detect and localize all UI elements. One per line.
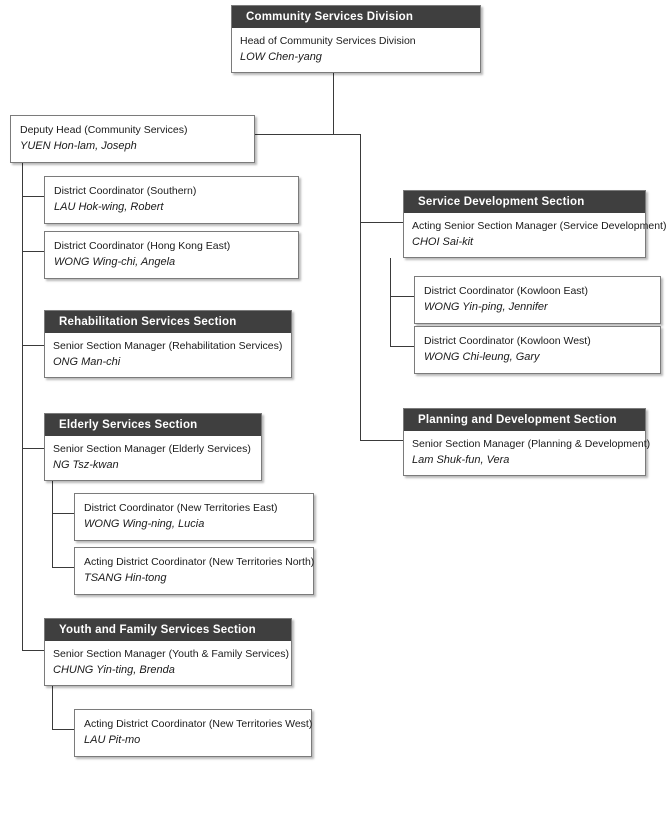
- connector-division-to-right-trunk: [333, 134, 361, 135]
- node-title: District Coordinator (Kowloon East): [424, 285, 588, 297]
- node-title: Senior Section Manager (Youth & Family Services): [53, 648, 289, 660]
- connector-to-dc-kowloon-west: [390, 346, 414, 347]
- node-body: [45, 436, 261, 480]
- node-dc-southern[interactable]: [44, 176, 299, 224]
- node-acting-dc-new-territories-north[interactable]: [74, 547, 314, 595]
- node-body: [45, 177, 298, 223]
- node-person-name: Lam Shuk-fun, Vera: [412, 454, 510, 466]
- node-elderly-services-section[interactable]: [44, 413, 262, 481]
- node-person-name: WONG Yin-ping, Jennifer: [424, 301, 548, 313]
- connector-right-trunk: [360, 134, 361, 440]
- connector-to-dc-hk-east: [22, 251, 44, 252]
- node-person-name: WONG Chi-leung, Gary: [424, 351, 540, 363]
- connector-to-dc-kowloon-east: [390, 296, 414, 297]
- connector-to-dc-nt-west: [52, 729, 74, 730]
- connector-to-rehab-section: [22, 345, 44, 346]
- node-body: [415, 327, 660, 373]
- node-rehabilitation-services-section[interactable]: [44, 310, 292, 378]
- node-person-name: LOW Chen-yang: [240, 51, 322, 63]
- node-title: Acting District Coordinator (New Territories West): [84, 718, 313, 730]
- node-body: [45, 641, 291, 685]
- node-youth-and-family-services-section[interactable]: [44, 618, 292, 686]
- node-header: Planning and Development Section: [404, 409, 645, 431]
- node-title: District Coordinator (Hong Kong East): [54, 240, 231, 252]
- node-title: Senior Section Manager (Rehabilitation Services): [53, 340, 283, 352]
- connector-to-service-development: [360, 222, 403, 223]
- node-person-name: CHUNG Yin-ting, Brenda: [53, 664, 175, 676]
- node-body: [11, 116, 254, 162]
- connector-deputy-to-division: [255, 134, 334, 135]
- node-title: Head of Community Services Division: [240, 35, 416, 47]
- node-body: [45, 232, 298, 278]
- node-body: [404, 431, 651, 475]
- node-acting-dc-new-territories-west[interactable]: [74, 709, 312, 757]
- node-title: Senior Section Manager (Elderly Services): [53, 443, 251, 455]
- node-title: Acting Senior Section Manager (Service Development): [412, 220, 667, 232]
- connector-left-trunk: [22, 155, 23, 650]
- node-body: [415, 277, 660, 323]
- node-header: Elderly Services Section: [45, 414, 261, 436]
- node-header: Youth and Family Services Section: [45, 619, 291, 641]
- node-person-name: YUEN Hon-lam, Joseph: [20, 140, 137, 152]
- node-body: [75, 548, 313, 594]
- connector-to-planning: [360, 440, 403, 441]
- connector-to-youth-section: [22, 650, 44, 651]
- node-body: [75, 494, 313, 540]
- node-planning-and-development-section[interactable]: [403, 408, 651, 476]
- node-body: [404, 213, 667, 257]
- node-body: [232, 28, 480, 72]
- connector-service-dev-subtrunk: [390, 258, 391, 346]
- node-dc-kowloon-east[interactable]: [414, 276, 661, 324]
- node-title: Deputy Head (Community Services): [20, 124, 188, 136]
- connector-to-dc-nt-east: [52, 513, 74, 514]
- node-person-name: LAU Hok-wing, Robert: [54, 201, 164, 213]
- node-person-name: CHOI Sai-kit: [412, 236, 474, 248]
- node-title: District Coordinator (Southern): [54, 185, 197, 197]
- connector-division-down: [333, 70, 334, 134]
- node-body: [45, 333, 291, 377]
- connector-elderly-subtrunk: [52, 480, 53, 567]
- connector-to-elderly-section: [22, 448, 44, 449]
- node-dc-new-territories-east[interactable]: [74, 493, 314, 541]
- node-community-services-division[interactable]: [231, 5, 481, 73]
- node-header: Rehabilitation Services Section: [45, 311, 291, 333]
- node-service-development-section[interactable]: [403, 190, 667, 258]
- node-person-name: WONG Wing-ning, Lucia: [84, 518, 205, 530]
- node-person-name: ONG Man-chi: [53, 356, 121, 368]
- node-person-name: LAU Pit-mo: [84, 734, 141, 746]
- connector-to-dc-nt-north: [52, 567, 74, 568]
- node-title: District Coordinator (Kowloon West): [424, 335, 591, 347]
- node-header: Community Services Division: [232, 6, 480, 28]
- node-person-name: TSANG Hin-tong: [84, 572, 167, 584]
- node-title: Senior Section Manager (Planning & Development): [412, 438, 651, 450]
- connector-to-dc-southern: [22, 196, 44, 197]
- node-title: Acting District Coordinator (New Territories North): [84, 556, 315, 568]
- node-dc-hong-kong-east[interactable]: [44, 231, 299, 279]
- node-deputy-head[interactable]: [10, 115, 255, 163]
- node-person-name: NG Tsz-kwan: [53, 459, 119, 471]
- connector-youth-subtrunk: [52, 686, 53, 729]
- node-header: Service Development Section: [404, 191, 645, 213]
- node-title: District Coordinator (New Territories East): [84, 502, 278, 514]
- node-body: [75, 710, 311, 756]
- node-dc-kowloon-west[interactable]: [414, 326, 661, 374]
- node-person-name: WONG Wing-chi, Angela: [54, 256, 176, 268]
